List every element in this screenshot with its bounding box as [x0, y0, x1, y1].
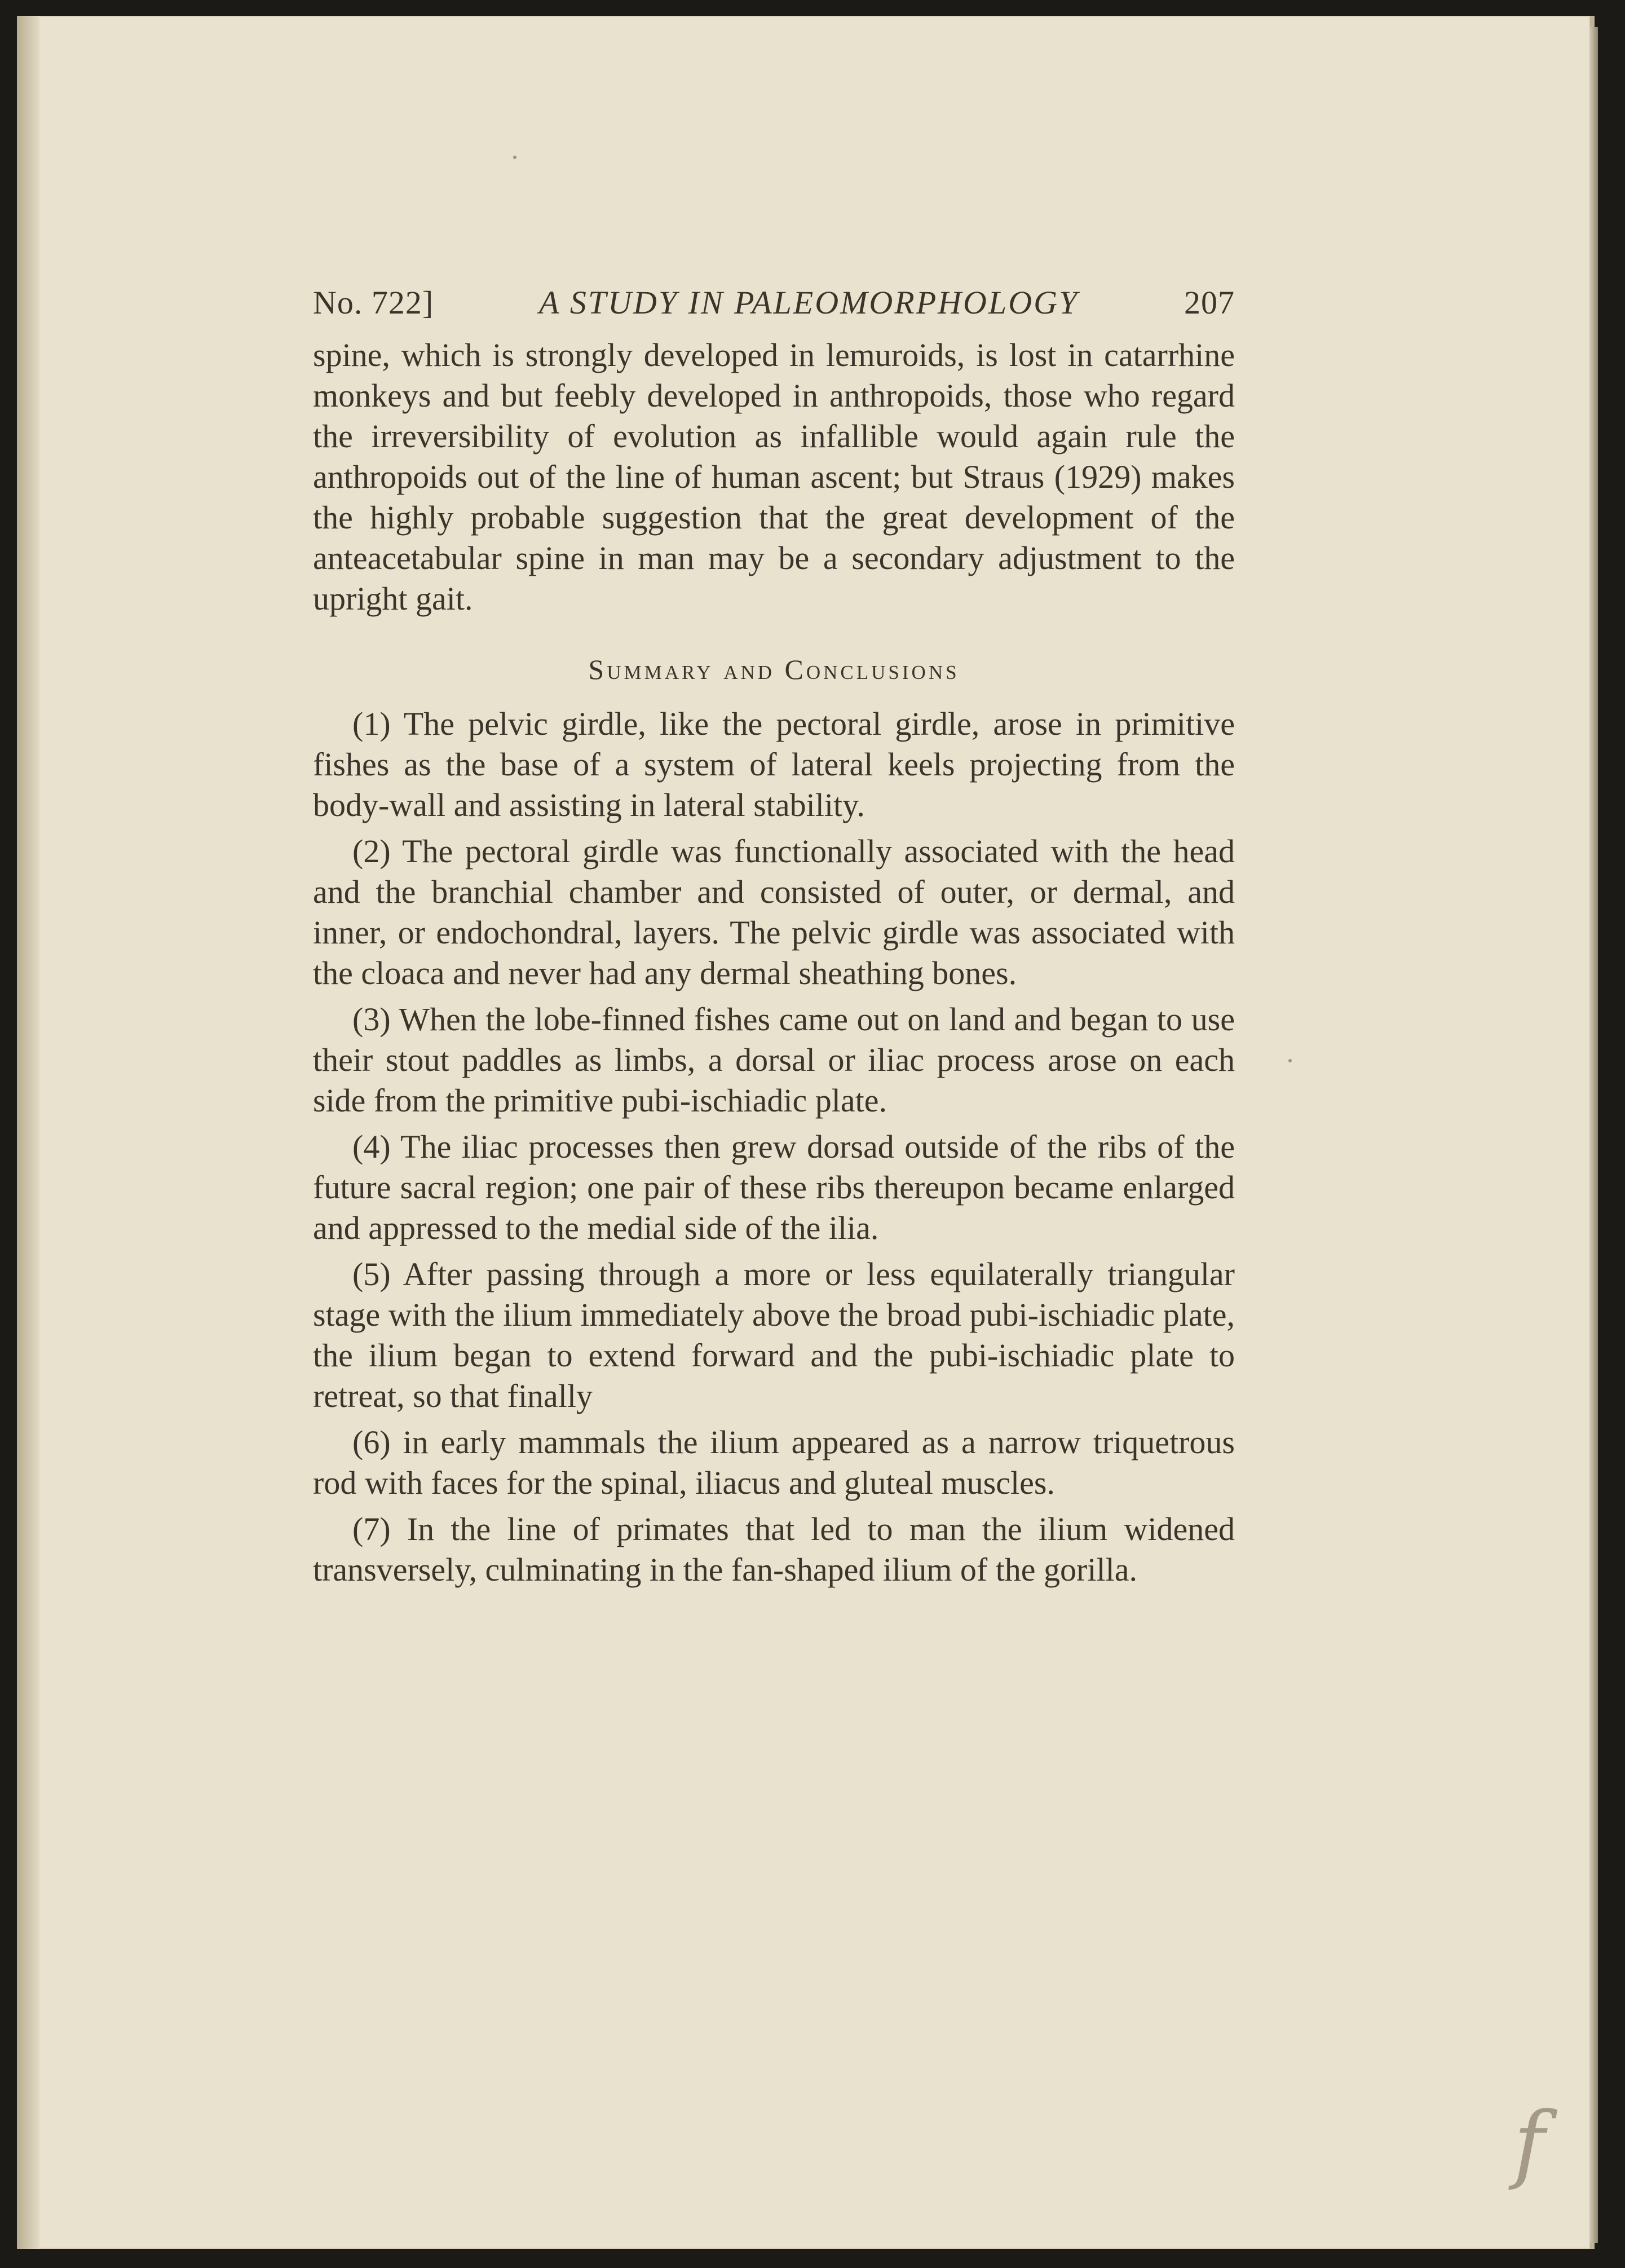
section-heading: Summary and Conclusions	[588, 654, 960, 685]
page-sheet	[17, 16, 1590, 2249]
conclusion-item: (6) in early mammals the ilium appeared as a narrow triquetrous rod with faces for the spinal, iliacus and gluteal muscles.	[313, 1424, 1235, 1501]
page-number: 207	[1184, 284, 1235, 321]
paper-speck	[513, 156, 516, 159]
conclusion-item: (2) The pectoral girdle was functionally associated with the head and the branchial chamber and consisted of outer, or dermal, and inner, or endochondral, layers. The pelvic girdle was associated with the cloaca and never had any dermal sheathing bones.	[313, 833, 1235, 991]
text-block	[313, 284, 1235, 1596]
conclusion-item: (5) After passing through a more or less equilaterally triangular stage with the ilium immediately above the broad pubi-ischiadic plate, the ilium began to extend forward and the pubi-ischiadic plate to retreat, so that finally	[313, 1256, 1235, 1414]
page-edge	[1590, 27, 1598, 2243]
conclusion-item: (1) The pelvic girdle, like the pectoral girdle, arose in primitive fishes as the base of a system of lateral keels projecting from the body-wall and assisting in lateral stability.	[313, 705, 1235, 823]
intro-paragraph: spine, which is strongly developed in lemuroids, is lost in catarrhine monkeys and but feebly developed in anthropoids, those who regard the irreversibility of evolution as infallible would again rule the anthropoids out of the line of human ascent; but Straus (1929) makes the highly probable suggestion that the great development of the anteacetabular spine in man may be a secondary adjustment to the upright gait.	[313, 337, 1235, 617]
conclusion-item: (4) The iliac processes then grew dorsad outside of the ribs of the future sacral region; one pair of these ribs thereupon became enlarged and appressed to the medial side of the ilia.	[313, 1128, 1235, 1246]
running-title: A STUDY IN PALEOMORPHOLOGY	[538, 284, 1079, 321]
conclusion-item: (7) In the line of primates that led to man the ilium widened transversely, culminating in the fan-shaped ilium of the gorilla.	[313, 1511, 1235, 1588]
binding-shadow	[17, 16, 39, 2249]
paper-speck	[1288, 1059, 1292, 1062]
running-header	[313, 284, 1235, 321]
conclusion-item: (3) When the lobe-finned fishes came out on land and began to use their stout paddles as limbs, a dorsal or iliac process arose on each side from the primitive pubi-ischiadic plate.	[313, 1001, 1235, 1119]
pencil-margin-mark: f	[1513, 2094, 1545, 2192]
issue-number: No. 722]	[313, 284, 434, 321]
